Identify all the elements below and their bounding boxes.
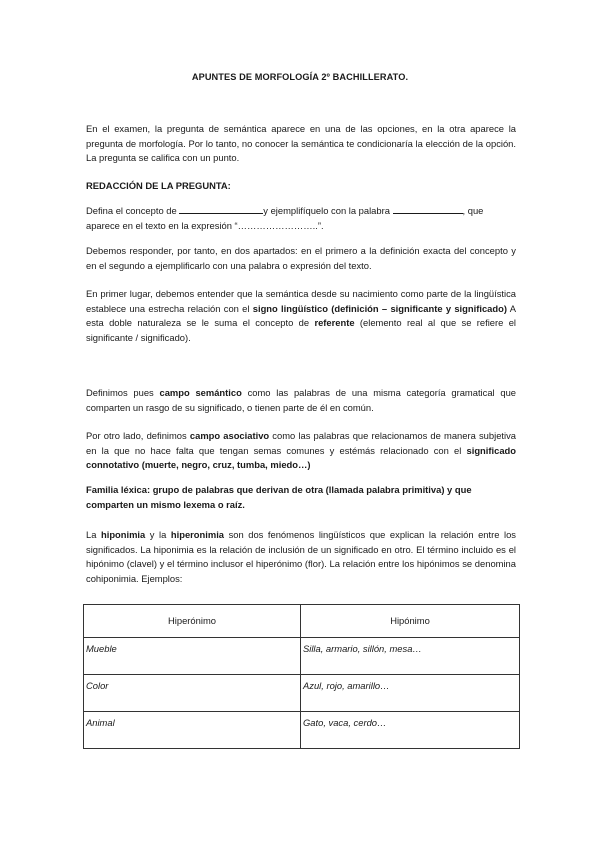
table-cell: Mueble	[84, 638, 301, 675]
first-paragraph	[86, 287, 516, 345]
campo-sem-text-a: Definimos pues	[86, 387, 160, 398]
campo-asociativo-term: campo asociativo	[189, 430, 270, 441]
blank-word-line	[393, 204, 463, 214]
header-hiperonimo: Hiperónimo	[84, 605, 301, 638]
first-text-c: A esta doble naturaleza se le suma el concepto de	[86, 302, 516, 328]
table-cell: Silla, armario, sillón, mesa…	[301, 638, 520, 675]
hyperonym-table	[83, 604, 520, 749]
respond-paragraph	[86, 244, 516, 273]
intro-paragraph	[86, 122, 516, 166]
campo-semantico-paragraph	[86, 386, 516, 415]
hiponimia-text-c: y la	[145, 529, 171, 540]
familia-lexica-paragraph	[86, 483, 516, 512]
table-cell: Animal	[84, 712, 301, 749]
redaccion-heading: REDACCIÓN DE LA PREGUNTA:	[86, 180, 231, 191]
section-heading	[86, 179, 516, 194]
first-text-e: (elemento real al que se refiere el significante / significado).	[86, 317, 517, 343]
campo-asoc-text-a: Por otro lado, definimos	[86, 430, 190, 441]
campo-semantico-term: campo semántico	[159, 387, 242, 398]
hiponimia-term: hiponimia	[100, 529, 146, 540]
hiponimia-paragraph	[86, 528, 516, 586]
campo-asoc-text-c: como las palabras que relacionamos de manera subjetiva en la que no hace falta que tengan semas comunes y estémás relacionado con el	[86, 430, 516, 456]
campo-sem-text-c: como las palabras de una misma categoría gramatical que comparten un rasgo de su significado, o tienen parte de él en común.	[86, 387, 516, 413]
familia-lexica-text: Familia léxica: grupo de palabras que derivan de otra (llamada palabra primitiva) y que comparten un mismo lexema o raíz.	[86, 484, 472, 510]
table-row	[84, 638, 520, 675]
table-cell: Gato, vaca, cerdo…	[301, 712, 520, 749]
question-part-2: y ejemplifíquelo con la palabra	[263, 205, 393, 216]
question-paragraph	[86, 204, 516, 233]
header-hiponimo: Hipónimo	[301, 605, 520, 638]
intro-text: En el examen, la pregunta de semántica aparece en una de las opciones, en la otra aparece la pregunta de morfología. Por lo tanto, no conocer la semántica te condicionaría la elección de la opción. La pregunta se califica con un punto.	[86, 123, 516, 163]
table-row	[84, 712, 520, 749]
table-cell: Color	[84, 675, 301, 712]
question-part-1: Defina el concepto de	[86, 205, 180, 216]
hiperonimia-term: hiperonimia	[170, 529, 225, 540]
hiponimia-text-e: son dos fenómenos lingüísticos que explican la relación entre los significados. La hiponimia es la relación de inclusión de un significado en otro. El término incluido es el hipónimo (clavel) y el término inclusor el hiperónimo (flor). La relación entre los hipónimos se denomina cohiponimia. Ejemplos:	[86, 529, 516, 584]
question-part-3: , que aparece en el texto en la expresión “……………………..”.	[86, 205, 484, 231]
respond-text: Debemos responder, por tanto, en dos apartados: en el primero a la definición exacta del concepto y en el segundo a ejemplificarlo con una palabra o expresión del texto.	[86, 245, 516, 271]
blank-concept-line	[179, 204, 263, 214]
table-cell: Azul, rojo, amarillo…	[301, 675, 520, 712]
campo-asociativo-paragraph	[86, 429, 516, 473]
hiponimia-text-a: La	[86, 529, 101, 540]
referente-term: referente	[314, 317, 355, 328]
first-text-a: En primer lugar, debemos entender que la semántica desde su nacimiento como parte de la lingüística establece una estrecha relación con el	[86, 288, 516, 314]
table-row	[84, 675, 520, 712]
significado-connotativo-term: significado connotativo (muerte, negro, cruz, tumba, miedo…)	[86, 444, 516, 470]
table-header-row	[84, 605, 520, 638]
page-title: APUNTES DE MORFOLOGÍA 2º BACHILLERATO.	[191, 72, 409, 82]
signo-linguistico-term: signo lingüístico (definición – significante y significado)	[252, 302, 507, 314]
